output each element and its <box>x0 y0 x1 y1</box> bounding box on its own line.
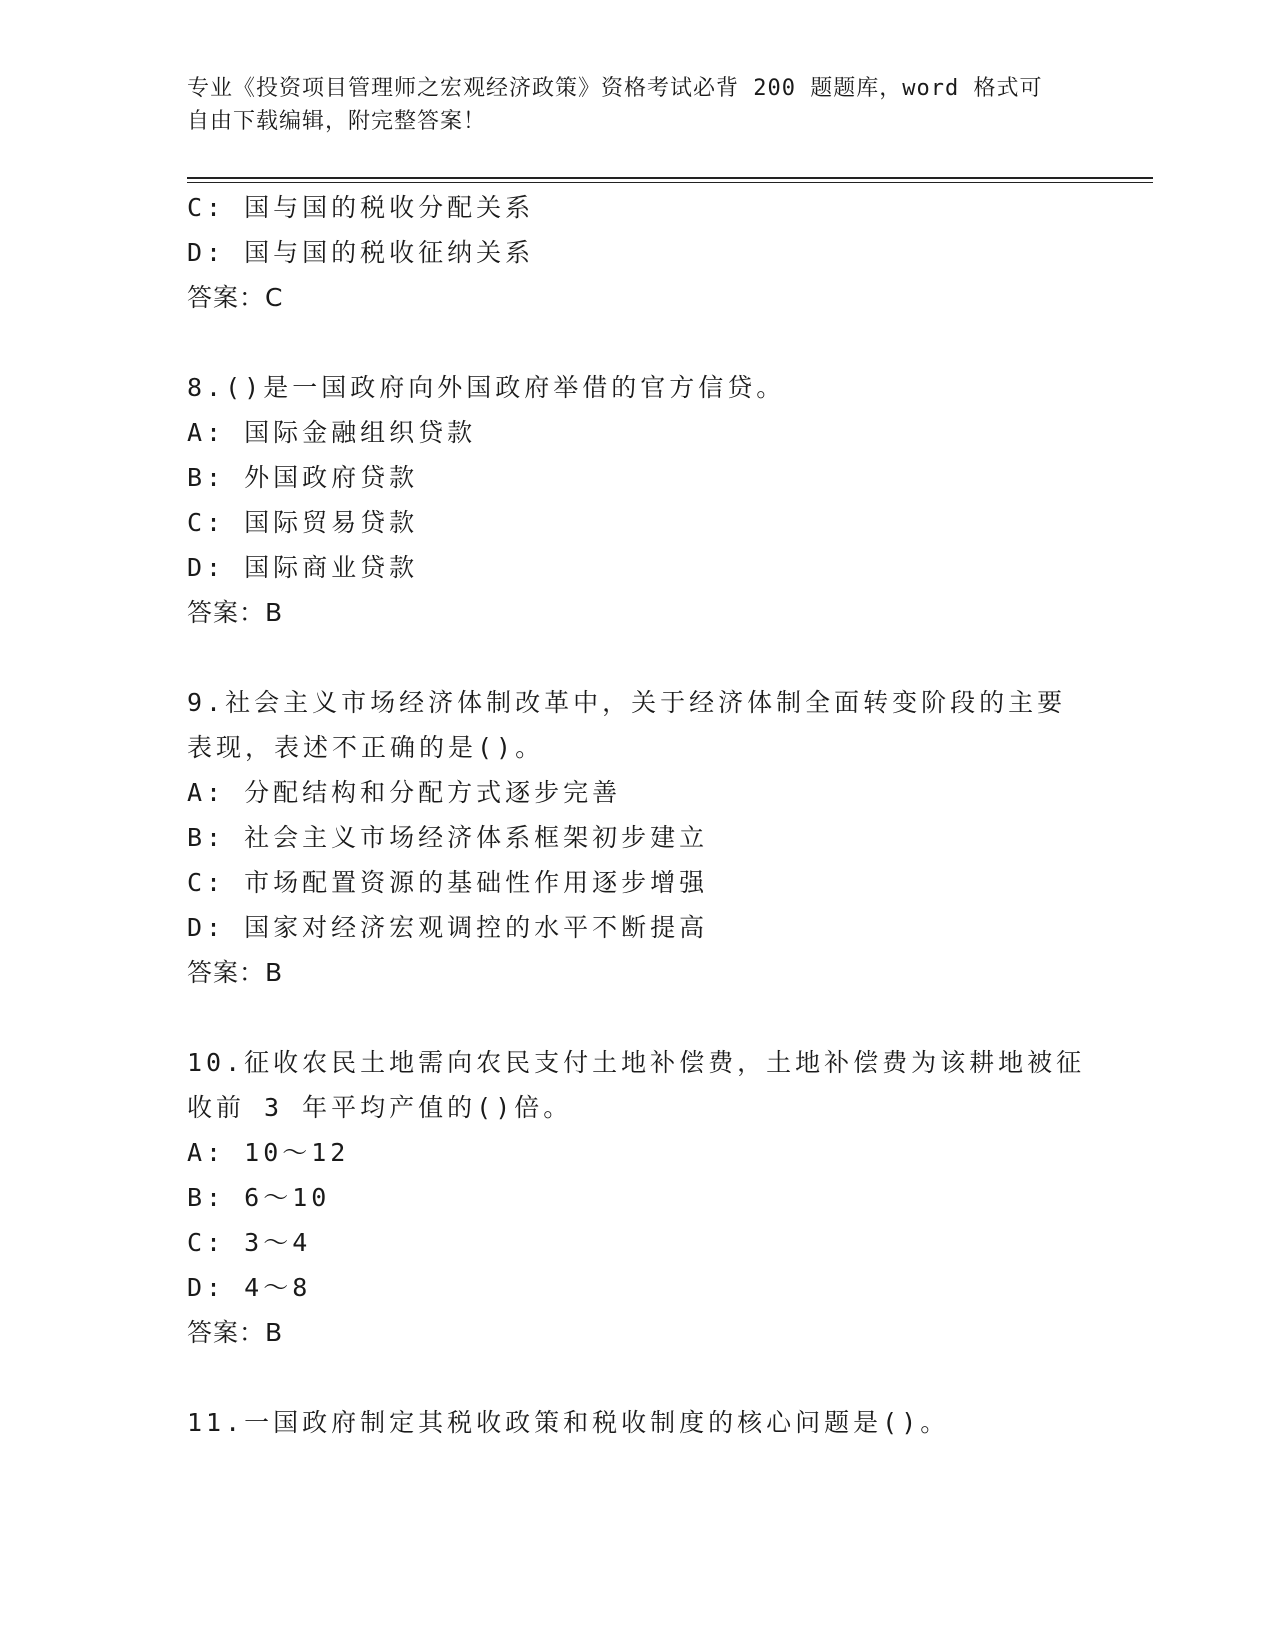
q10-option-c: C: 3～4 <box>187 1228 312 1257</box>
header-title-line-2: 自由下载编辑，附完整答案！ <box>187 109 487 134</box>
prev-question-option-d: D: 国与国的税收征纳关系 <box>187 238 535 267</box>
q10-option-d: D: 4～8 <box>187 1273 312 1302</box>
q8-option-b: B: 外国政府贷款 <box>187 463 419 492</box>
q9-option-b: B: 社会主义市场经济体系框架初步建立 <box>187 823 709 852</box>
q9-option-d: D: 国家对经济宏观调控的水平不断提高 <box>187 913 709 942</box>
q9-stem-line-1: 9.社会主义市场经济体制改革中，关于经济体制全面转变阶段的主要 <box>187 688 1067 717</box>
header-divider-top <box>187 177 1153 179</box>
header-title-line-1: 专业《投资项目管理师之宏观经济政策》资格考试必背 200 题题库，word 格式可 <box>187 76 1043 101</box>
q8-answer: 答案：B <box>187 598 284 627</box>
prev-question-option-c: C: 国与国的税收分配关系 <box>187 193 535 222</box>
q9-answer: 答案：B <box>187 958 284 987</box>
document-header <box>187 72 1067 138</box>
q8-stem: 8.()是一国政府向外国政府举借的官方信贷。 <box>187 373 786 402</box>
q10-option-b: B: 6～10 <box>187 1183 331 1212</box>
q9-stem-line-2: 表现，表述不正确的是()。 <box>187 733 545 762</box>
q10-answer: 答案：B <box>187 1318 284 1347</box>
header-divider-bottom <box>187 182 1153 183</box>
q10-option-a: A: 10～12 <box>187 1138 350 1167</box>
q10-stem-line-1: 10.征收农民土地需向农民支付土地补偿费，土地补偿费为该耕地被征 <box>187 1048 1086 1077</box>
q8-option-c: C: 国际贸易贷款 <box>187 508 419 537</box>
q8-option-d: D: 国际商业贷款 <box>187 553 419 582</box>
q9-option-a: A: 分配结构和分配方式逐步完善 <box>187 778 622 807</box>
prev-question-answer: 答案：C <box>187 283 284 312</box>
q11-stem: 11.一国政府制定其税收政策和税收制度的核心问题是()。 <box>187 1408 950 1437</box>
q10-stem-line-2: 收前 3 年平均产值的()倍。 <box>187 1093 573 1122</box>
q9-option-c: C: 市场配置资源的基础性作用逐步增强 <box>187 868 709 897</box>
q8-option-a: A: 国际金融组织贷款 <box>187 418 477 447</box>
